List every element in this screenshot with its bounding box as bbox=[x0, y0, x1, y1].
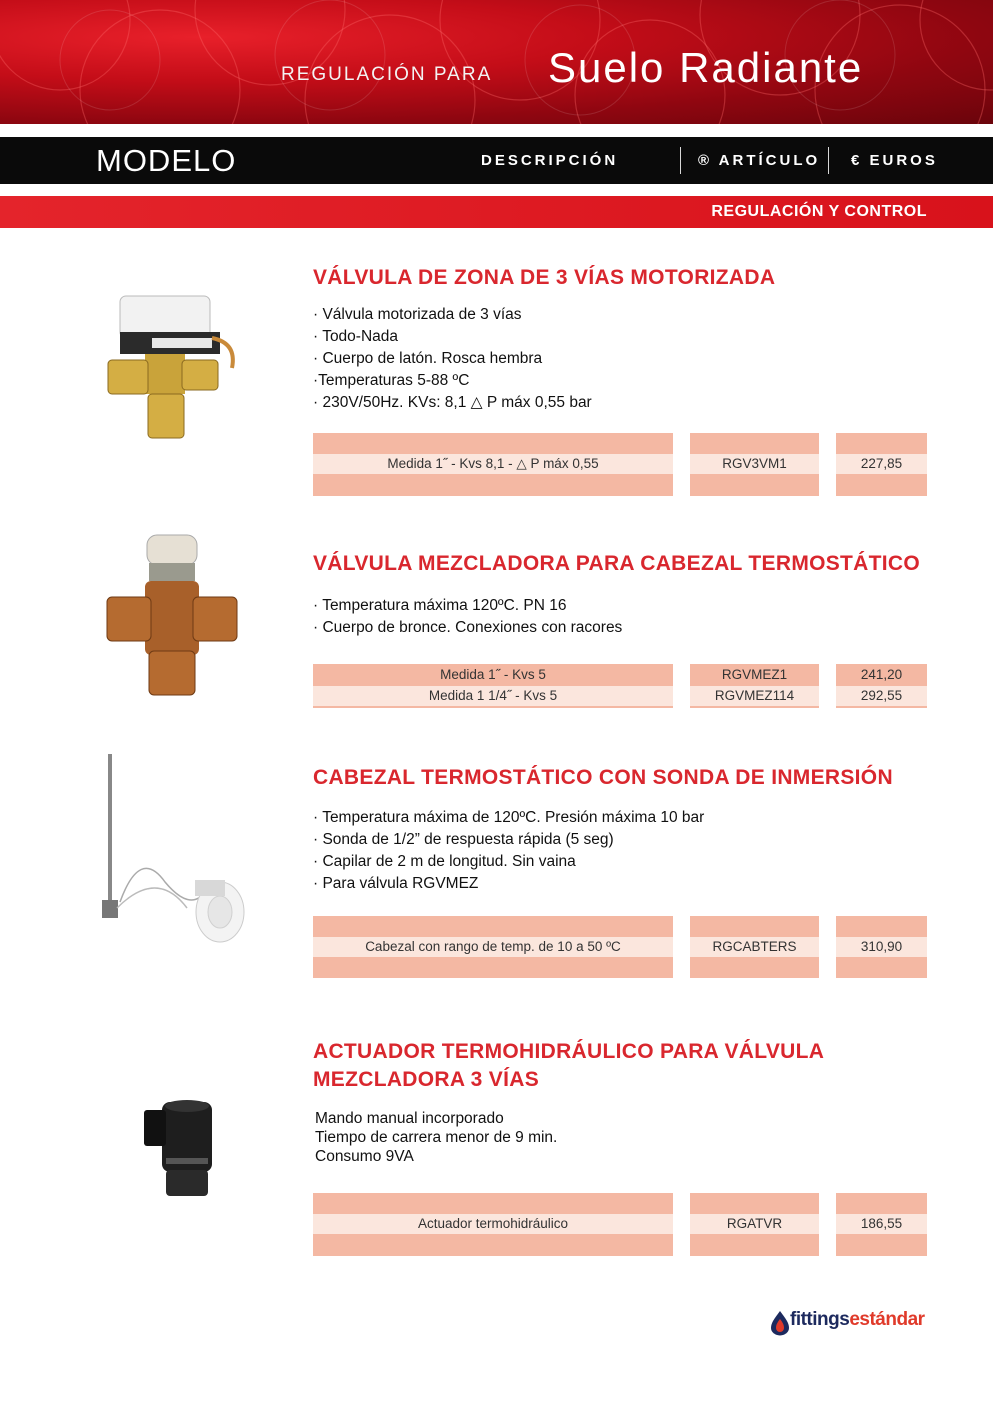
price-table bbox=[313, 1193, 927, 1256]
price-table bbox=[313, 916, 927, 978]
column-descripcion: DESCRIPCIÓN bbox=[481, 152, 619, 169]
feature-item: · Capilar de 2 m de longitud. Sin vaina bbox=[313, 853, 576, 870]
section-label: REGULACIÓN Y CONTROL bbox=[711, 203, 927, 220]
cell-euros bbox=[836, 916, 927, 978]
row-euros: 227,85 bbox=[836, 454, 927, 474]
bronze-mixing-valve-icon bbox=[105, 533, 240, 698]
cell-euros bbox=[836, 664, 927, 708]
feature-item: · Cuerpo de latón. Rosca hembra bbox=[313, 350, 543, 367]
logo-text-part: fittings bbox=[790, 1309, 850, 1330]
row-articulo: RGVMEZ114 bbox=[690, 686, 819, 706]
row-euros: 241,20 bbox=[860, 667, 903, 682]
feature-item: ·Temperaturas 5-88 ºC bbox=[313, 372, 470, 389]
feature-item: Tiempo de carrera menor de 9 min. bbox=[315, 1129, 558, 1146]
thermohydraulic-actuator-icon bbox=[140, 1100, 220, 1200]
feature-item: · Todo-Nada bbox=[313, 328, 399, 345]
product-features bbox=[313, 595, 622, 639]
column-header-bar bbox=[0, 137, 993, 184]
product-title: VÁLVULA MEZCLADORA PARA CABEZAL TERMOSTÁTICO bbox=[313, 552, 921, 575]
product-features bbox=[313, 304, 592, 414]
product-features bbox=[315, 1109, 557, 1166]
feature-item: · Temperatura máxima 120ºC. PN 16 bbox=[313, 597, 567, 614]
cell-euros bbox=[836, 1193, 927, 1256]
cell-descripcion bbox=[313, 916, 673, 978]
price-table bbox=[313, 433, 927, 496]
column-modelo: MODELO bbox=[96, 143, 237, 178]
logo-text-part: estándar bbox=[849, 1309, 925, 1330]
cell-articulo bbox=[690, 433, 819, 496]
row-articulo: RGATVR bbox=[690, 1214, 819, 1234]
banner-spacer bbox=[0, 124, 993, 136]
cell-articulo bbox=[690, 1193, 819, 1256]
cell-euros bbox=[836, 433, 927, 496]
banner-title: Suelo Radiante bbox=[548, 44, 864, 91]
thermostatic-head-probe-icon bbox=[95, 752, 250, 947]
product-title: VÁLVULA DE ZONA DE 3 VÍAS MOTORIZADA bbox=[313, 266, 776, 289]
section-bar bbox=[0, 196, 993, 228]
row-articulo: RGVMEZ1 bbox=[721, 667, 788, 682]
feature-item: Consumo 9VA bbox=[315, 1148, 414, 1165]
row-descripcion: Medida 1˝ - Kvs 8,1 - △ P máx 0,55 bbox=[313, 454, 673, 474]
feature-item: · Sonda de 1/2” de respuesta rápida (5 seg) bbox=[313, 831, 614, 848]
product-title: CABEZAL TERMOSTÁTICO CON SONDA DE INMERSIÓN bbox=[313, 766, 893, 789]
row-descripcion: Actuador termohidráulico bbox=[313, 1214, 673, 1234]
column-articulo: ® ARTÍCULO bbox=[698, 152, 821, 169]
header-banner bbox=[0, 0, 993, 124]
column-separator bbox=[828, 147, 829, 174]
row-descripcion: Cabezal con rango de temp. de 10 a 50 ºC bbox=[313, 937, 673, 957]
brand-logo bbox=[770, 1307, 945, 1339]
column-euros: € EUROS bbox=[851, 152, 938, 169]
banner-subtitle: REGULACIÓN PARA bbox=[281, 64, 493, 85]
row-descripcion: Medida 1 1/4˝ - Kvs 5 bbox=[313, 686, 673, 706]
cell-descripcion bbox=[313, 1193, 673, 1256]
feature-item: Mando manual incorporado bbox=[315, 1110, 504, 1127]
price-table bbox=[313, 664, 927, 708]
product-title bbox=[313, 1038, 824, 1094]
motorized-valve-icon bbox=[100, 288, 240, 448]
product-title-line: MEZCLADORA 3 VÍAS bbox=[313, 1068, 539, 1091]
product-title-line: ACTUADOR TERMOHIDRÁULICO PARA VÁLVULA bbox=[313, 1040, 825, 1063]
cell-descripcion bbox=[313, 664, 673, 708]
column-separator bbox=[680, 147, 681, 174]
logo-text bbox=[790, 1309, 925, 1331]
feature-item: · Válvula motorizada de 3 vías bbox=[313, 306, 522, 323]
flame-drop-icon bbox=[770, 1310, 790, 1336]
row-articulo: RGV3VM1 bbox=[690, 454, 819, 474]
row-euros: 292,55 bbox=[836, 686, 927, 706]
feature-item: · 230V/50Hz. KVs: 8,1 △ P máx 0,55 bar bbox=[313, 394, 592, 411]
row-euros: 310,90 bbox=[836, 937, 927, 957]
cell-articulo bbox=[690, 916, 819, 978]
cell-articulo bbox=[690, 664, 819, 708]
feature-item: · Temperatura máxima de 120ºC. Presión máxima 10 bar bbox=[313, 809, 705, 826]
cell-descripcion bbox=[313, 433, 673, 496]
row-articulo: RGCABTERS bbox=[690, 937, 819, 957]
feature-item: · Cuerpo de bronce. Conexiones con racores bbox=[313, 619, 623, 636]
feature-item: · Para válvula RGVMEZ bbox=[313, 875, 479, 892]
row-euros: 186,55 bbox=[836, 1214, 927, 1234]
row-descripcion: Medida 1˝ - Kvs 5 bbox=[440, 667, 546, 682]
product-features bbox=[313, 807, 704, 895]
